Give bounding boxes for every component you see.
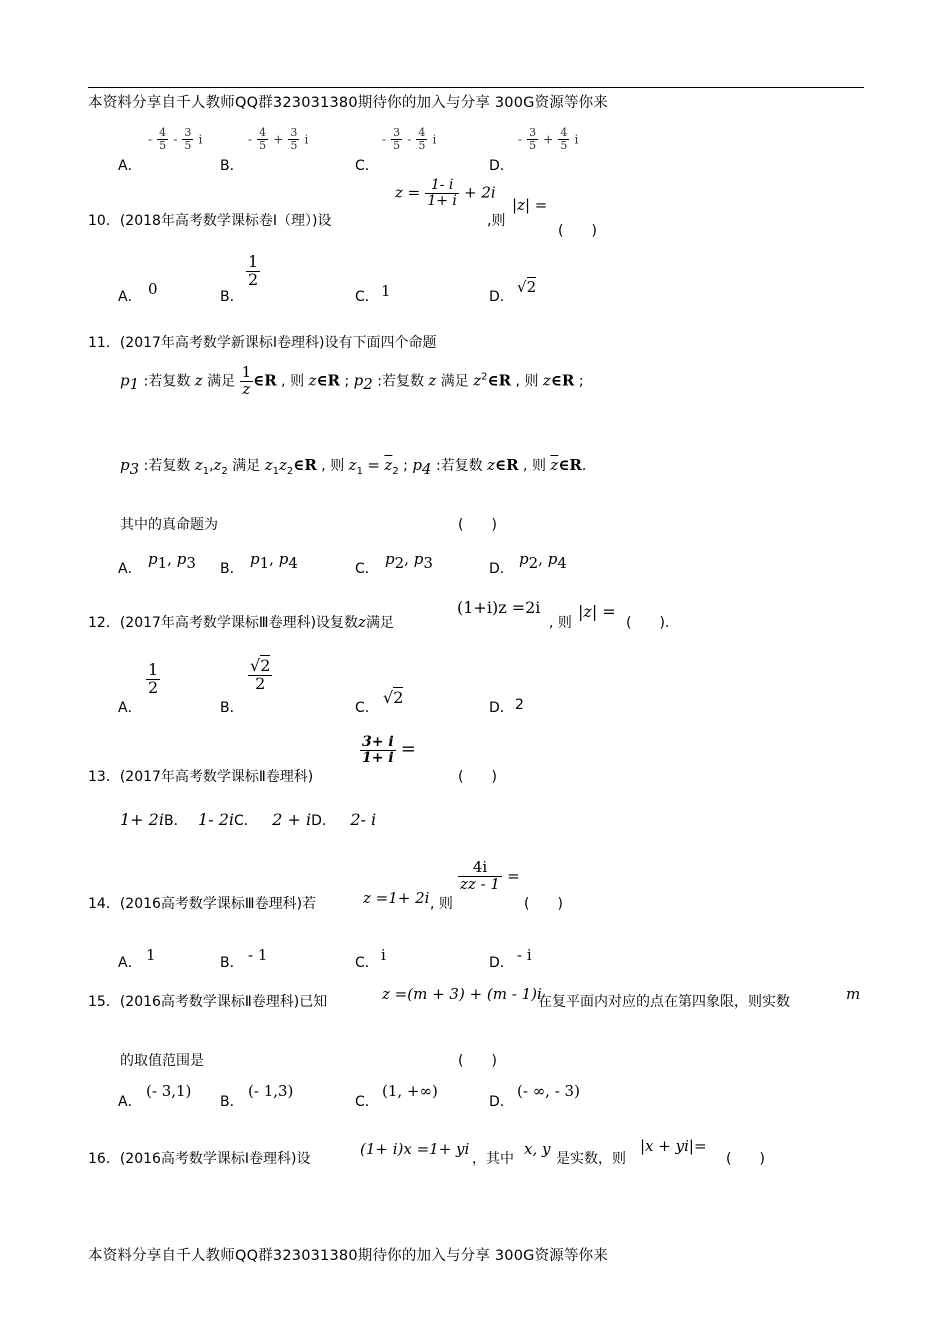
q16-text1: ，其中 [472,1151,514,1167]
q12-formula: (1+i)z =2i [457,598,541,617]
q9-option-d: - $\frac{3}{5}$ + $\frac{4}{5}$ i [518,126,579,152]
q11-line1: $p_1$ :若复数 z 满足 $\frac{1}{z}$ ∈R , 则 z∈R ; $p_2$ :若复数 z 满足 $z^2\in R$ , 则 z∈R ; [120,363,584,398]
q14-label-c: C． [355,955,379,971]
q16-formula: (1+ i)x =1+ yi [360,1140,470,1158]
q9-option-c: - $\frac{3}{5}$ - $\frac{4}{5}$ i [382,126,437,152]
q14-paren: ( ) [524,896,563,912]
q15-label-b: B． [220,1094,244,1110]
q14-option-c: i [381,946,386,964]
q11-option-d: $p_2$, $p_4$ [519,550,567,573]
page-footer: 本资料分享自千人教师QQ群323031380期待你的加入与分享 300G资源等你来 [88,1248,609,1264]
q14-label-a: A． [118,955,142,971]
q10-option-c: 1 [381,282,391,300]
q15-label-d: D． [489,1094,514,1110]
q11-line2: $p_3$ :若复数 $z_1,z_2$ 满足 $z_1z_2\in R$ , 则 $z_1 = \overline{z}_2$ ; $p_4$ :若复数 z∈R , 则 $\overline{z}\in R$. [120,456,587,478]
q9-option-b: - $\frac{4}{5}$ + $\frac{3}{5}$ i [248,126,309,152]
q10-label-a: A． [118,289,142,305]
q10-abs: |z| = [512,196,548,214]
q11-paren: ( ) [458,517,497,533]
q14-option-a: 1 [146,946,156,964]
q14-option-b: - 1 [248,946,268,964]
q15-option-b: (- 1,3) [248,1082,294,1100]
q11-option-c: $p_2$, $p_3$ [385,550,433,573]
q9-label-d: D． [489,158,514,174]
q16-xy: x, y [524,1140,551,1158]
q15-option-d: (- ∞, - 3) [517,1082,580,1100]
q11-label-d: D． [489,561,514,577]
q10-option-a: 0 [148,280,158,298]
q13-options: 1+ 2iB． 1- 2iC． 2 + iD． 2- i [120,810,377,829]
q16-text2: 是实数，则 [556,1151,626,1167]
q16-stem: 16．(2016高考数学课标Ⅰ卷理科)设 [88,1151,311,1167]
q16-paren: ( ) [726,1151,765,1167]
q9-label-b: B． [220,158,244,174]
q10-option-b: $\frac{1}{2}$ [248,252,259,289]
q12-option-b: $\frac{√2}{2}$ [250,656,271,693]
q14-option-d: - i [517,946,532,964]
q12-option-d: 2 [515,697,524,713]
q14-label-d: D． [489,955,514,971]
q10-label-c: C． [355,289,379,305]
header-rule [88,87,864,88]
q9-option-a: - $\frac{4}{5}$ - $\frac{3}{5}$ i [148,126,203,152]
q13-stem: 13．(2017年高考数学课标Ⅱ卷理科) [88,769,314,785]
q15-label-c: C． [355,1094,379,1110]
q9-label-a: A． [118,158,142,174]
q11-label-a: A． [118,561,142,577]
q10-label-b: B． [220,289,244,305]
q15-option-c: (1, +∞) [382,1082,438,1100]
q15-text: 在复平面内对应的点在第四象限，则实数 [538,994,790,1010]
q15-option-a: (- 3,1) [146,1082,192,1100]
q12-option-a: $\frac{1}{2}$ [148,660,159,697]
q12-label-d: D． [489,700,514,716]
q15-stem: 15．(2016高考数学课标Ⅱ卷理科)已知 [88,994,328,1010]
q14-formula: z =1+ 2i [363,889,430,907]
q15-question: 的取值范围是 [120,1053,204,1069]
q12-label-b: B． [220,700,244,716]
q11-question: 其中的真命题为 [120,517,218,533]
q12-label-c: C． [355,700,379,716]
q14-stem: 14．(2016高考数学课标Ⅲ卷理科)若 [88,896,317,912]
q15-paren: ( ) [458,1053,497,1069]
q9-label-c: C． [355,158,379,174]
q14-label-b: B． [220,955,244,971]
q15-formula: z =(m + 3) + (m - 1)i [382,985,542,1003]
q13-paren: ( ) [458,769,497,785]
q12-abs: |z| = [578,602,616,621]
q11-stem: 11．(2017年高考数学新课标Ⅰ卷理科)设有下面四个命题 [88,335,437,351]
q11-option-a: $p_1$, $p_3$ [148,550,196,573]
q11-option-b: $p_1$, $p_4$ [250,550,298,573]
q12-label-a: A． [118,700,142,716]
q15-m: m [846,985,861,1003]
q11-label-c: C． [355,561,379,577]
q10-paren: ( ) [558,223,597,239]
q10-option-d: √2 [517,278,537,296]
page-header: 本资料分享自千人教师QQ群323031380期待你的加入与分享 300G资源等你来 [88,95,609,111]
q10-stem: 10．(2018年高考数学课标卷Ⅰ（理）)设 [88,213,332,229]
q13-formula: $\frac{3+ i}{1+ i}$ = [362,734,416,766]
q12-stem: 12．(2017年高考数学课标Ⅲ卷理科)设复数z满足 [88,613,394,631]
q12-option-c: √2 [383,688,404,707]
q16-abs: |x + yi|= [640,1137,707,1155]
q11-label-b: B． [220,561,244,577]
q14-fraction: $\frac{4i}{zz - 1}$ = [460,858,520,893]
q10-formula: z = $\frac{1- i}{1+ i}$ + 2i [395,177,496,209]
q10-then: ,则 [487,213,506,229]
q12-paren: ( ). [626,615,670,631]
q10-label-d: D． [489,289,514,305]
q12-then: , 则 [549,615,572,631]
q15-label-a: A． [118,1094,142,1110]
q14-then: , 则 [430,896,453,912]
